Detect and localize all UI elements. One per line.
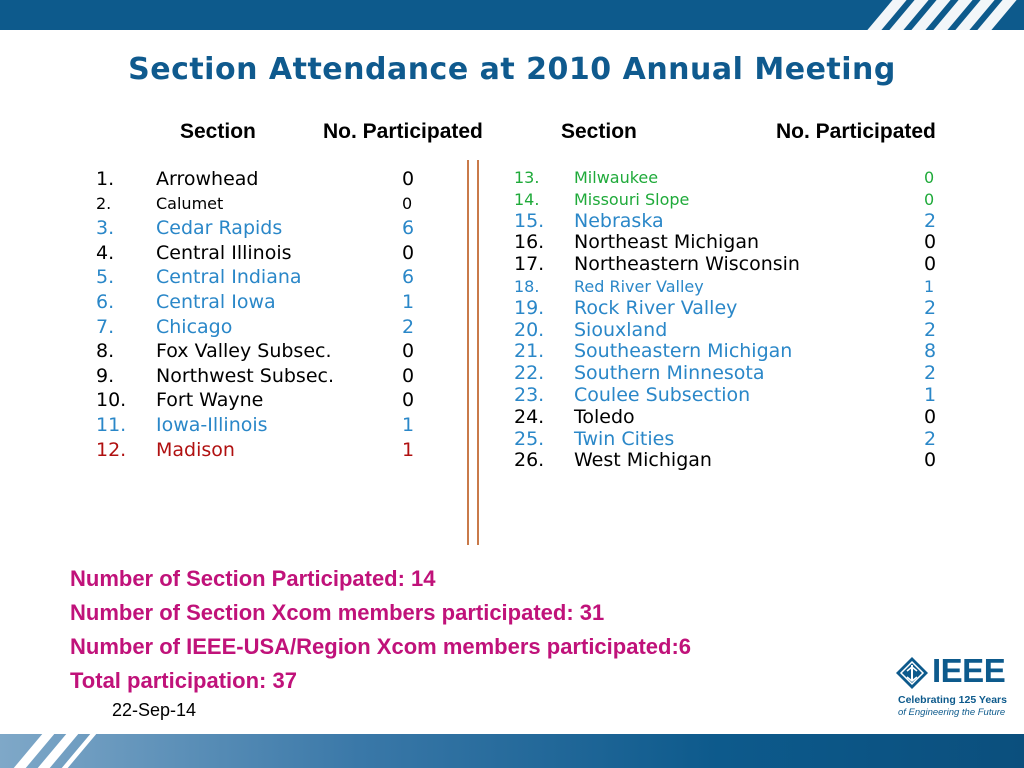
list-item [514, 407, 944, 429]
list-item [96, 216, 426, 241]
summary-region-xcom: Number of IEEE-USA/Region Xcom members participated:6 [70, 634, 692, 659]
section-name: Northeast Michigan [574, 231, 760, 254]
section-name: Twin Cities [574, 427, 675, 450]
right-section-list [514, 167, 944, 472]
list-item [96, 413, 426, 438]
list-item [96, 388, 426, 413]
section-name: Northwest Subsec. [156, 364, 334, 387]
section-name: Chicago [156, 315, 233, 338]
item-number: 23. [514, 383, 545, 406]
section-name: West Michigan [574, 449, 712, 472]
list-item [96, 438, 426, 463]
participation-count: 1 [924, 276, 935, 296]
top-banner [0, 0, 1024, 30]
section-name: Toledo [574, 405, 635, 428]
section-name: Red River Valley [574, 276, 704, 296]
item-number: 4. [96, 241, 115, 264]
summary-block [70, 562, 691, 698]
list-item [514, 232, 944, 254]
list-item [514, 341, 944, 363]
participation-count: 1 [402, 413, 415, 436]
logo-tagline-2: of Engineering the Future [898, 707, 1006, 718]
ieee-wordmark: IEEE [932, 652, 1006, 689]
section-name: Madison [156, 438, 235, 461]
item-number: 12. [96, 438, 127, 461]
summary-sections: Number of Section Participated: 14 [70, 566, 436, 591]
participation-count: 0 [924, 449, 937, 472]
item-number: 2. [96, 193, 112, 213]
list-item [514, 429, 944, 451]
participation-count: 8 [924, 340, 937, 363]
section-name: Fox Valley Subsec. [156, 340, 332, 363]
list-item [514, 363, 944, 385]
participation-count: 6 [402, 217, 415, 240]
item-number: 11. [96, 413, 127, 436]
item-number: 8. [96, 340, 115, 363]
participation-count: 1 [924, 383, 937, 406]
participation-count: 0 [924, 253, 937, 276]
list-item [514, 320, 944, 342]
participation-count: 2 [924, 362, 937, 385]
column-divider [467, 160, 469, 545]
section-name: Arrowhead [156, 168, 259, 190]
right-participated-header: No. Participated [776, 120, 936, 143]
participation-count: 0 [924, 168, 935, 187]
participation-count: 1 [402, 290, 415, 313]
left-section-header: Section [180, 120, 256, 143]
item-number: 9. [96, 364, 115, 387]
item-number: 15. [514, 209, 545, 232]
participation-count: 2 [924, 318, 937, 341]
list-item [96, 241, 426, 266]
item-number: 5. [96, 266, 115, 289]
item-number: 1. [96, 168, 115, 190]
item-number: 19. [514, 296, 545, 319]
list-item [96, 339, 426, 364]
summary-total: Total participation: 37 [70, 668, 297, 693]
logo-tagline-1: Celebrating 125 Years [898, 694, 1007, 706]
left-participated-header: No. Participated [323, 120, 483, 143]
participation-count: 2 [924, 209, 937, 232]
item-number: 3. [96, 217, 115, 240]
participation-count: 0 [402, 193, 413, 213]
list-item [514, 450, 944, 472]
footer-date: 22-Sep-14 [112, 700, 197, 720]
section-name: Iowa-Illinois [156, 413, 268, 436]
participation-count: 0 [402, 168, 415, 190]
section-name: Missouri Slope [574, 189, 690, 209]
list-item [96, 315, 426, 340]
section-name: Southeastern Michigan [574, 340, 793, 363]
section-name: Southern Minnesota [574, 362, 765, 385]
participation-count: 0 [924, 189, 935, 209]
list-item [514, 254, 944, 276]
item-number: 20. [514, 318, 545, 341]
item-number: 16. [514, 231, 545, 254]
section-name: Central Illinois [156, 241, 292, 264]
item-number: 14. [514, 189, 540, 209]
summary-section-xcom: Number of Section Xcom members participated: 31 [70, 600, 605, 625]
column-divider [477, 160, 479, 545]
list-item [514, 167, 944, 189]
section-name: Coulee Subsection [574, 383, 751, 406]
section-name: Northeastern Wisconsin [574, 253, 800, 276]
participation-count: 6 [402, 266, 415, 289]
ieee-diamond-icon [895, 656, 929, 690]
section-name: Central Iowa [156, 290, 276, 313]
item-number: 13. [514, 168, 540, 187]
list-item [96, 290, 426, 315]
list-item [96, 167, 426, 192]
section-name: Siouxland [574, 318, 668, 341]
section-name: Central Indiana [156, 266, 302, 289]
item-number: 24. [514, 405, 545, 428]
participation-count: 2 [402, 315, 415, 338]
participation-count: 2 [924, 427, 937, 450]
section-name: Cedar Rapids [156, 217, 283, 240]
item-number: 7. [96, 315, 115, 338]
item-number: 6. [96, 290, 115, 313]
right-section-header: Section [561, 120, 637, 143]
section-name: Fort Wayne [156, 389, 264, 412]
page-title: Section Attendance at 2010 Annual Meeting [128, 52, 896, 87]
list-item [514, 189, 944, 211]
section-name: Nebraska [574, 209, 664, 232]
item-number: 10. [96, 389, 127, 412]
ieee-logo [895, 652, 1005, 722]
list-item [96, 192, 426, 217]
left-section-list [96, 167, 426, 462]
item-number: 25. [514, 427, 545, 450]
section-name: Calumet [156, 193, 224, 213]
participation-count: 1 [402, 438, 415, 461]
participation-count: 0 [402, 241, 415, 264]
section-name: Rock River Valley [574, 296, 738, 319]
participation-count: 0 [402, 364, 415, 387]
item-number: 17. [514, 253, 545, 276]
list-item [514, 211, 944, 233]
item-number: 22. [514, 362, 545, 385]
participation-count: 0 [402, 340, 415, 363]
list-item [96, 364, 426, 389]
bottom-banner [0, 734, 1024, 768]
list-item [514, 385, 944, 407]
item-number: 26. [514, 449, 545, 472]
participation-count: 2 [924, 296, 937, 319]
list-item [514, 276, 944, 298]
item-number: 21. [514, 340, 545, 363]
list-item [514, 298, 944, 320]
participation-count: 0 [924, 231, 937, 254]
item-number: 18. [514, 276, 540, 296]
participation-count: 0 [402, 389, 415, 412]
participation-count: 0 [924, 405, 937, 428]
section-name: Milwaukee [574, 168, 659, 187]
list-item [96, 265, 426, 290]
